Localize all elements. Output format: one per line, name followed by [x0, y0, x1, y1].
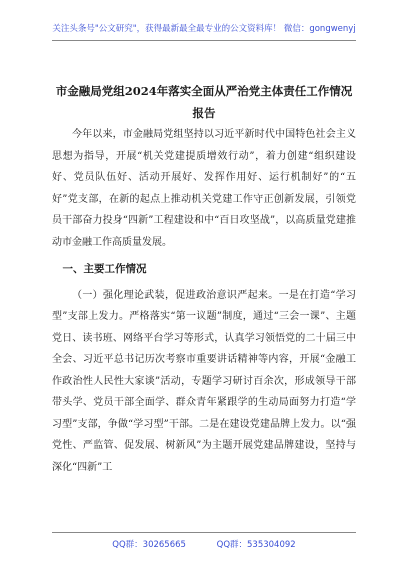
document-body — [52, 124, 356, 478]
document-title: 市金融局党组2024年落实全面从严治党主体责任工作情况报告 — [55, 84, 353, 120]
footer-qq-group-2: QQ群：535304092 — [216, 540, 296, 550]
section-paragraph: （一）强化理论武装，促进政治意识严起来。一是在打造“学习型”支部上发力。严格落实“第一议题”制度，通过“三会一课”、主题党日、读书班、网络平台学习等形式，认真学习领悟党的二十届三中全会、习近平总书记历次考察市重要讲话精神等内容，开展“金融工作政治性人民性大家谈”活动，专题学习研讨百余次，形成领导干部带头学、党员干部全面学、群众青年紧跟学的生动局面努力打造“学习型”支部，争做“学习型”干部。二是在建设党建品牌上发力。以“强党性、严监管、促发展、树新风”为主题开展党建品牌建设，坚持与深化“四新”工 — [52, 289, 356, 473]
header-divider — [52, 40, 356, 41]
footer-divider — [52, 532, 356, 533]
footer-qq-groups — [0, 538, 408, 550]
intro-paragraph: 今年以来，市金融局党组坚持以习近平新时代中国特色社会主义思想为指导，开展“机关党建提质增效行动”，着力创建“组织建设好、党员队伍好、活动开展好、发挥作用好、运行机制好”的“五好”党支部，在新的起点上推动机关党建工作守正创新发展，引领党员干部奋力投身“四新”工程建设和中“百日攻坚战”，以高质量党建推动市金融工作高质量发展。 — [52, 129, 356, 248]
footer-qq-group-1: QQ群：30265665 — [112, 540, 186, 550]
header-promo-note: 关注头条号"公文研究"，获得最新最全最专业的公文资料库！ 微信：gongwenyj — [52, 24, 356, 34]
section-heading: 一、主要工作情况 — [62, 263, 147, 275]
